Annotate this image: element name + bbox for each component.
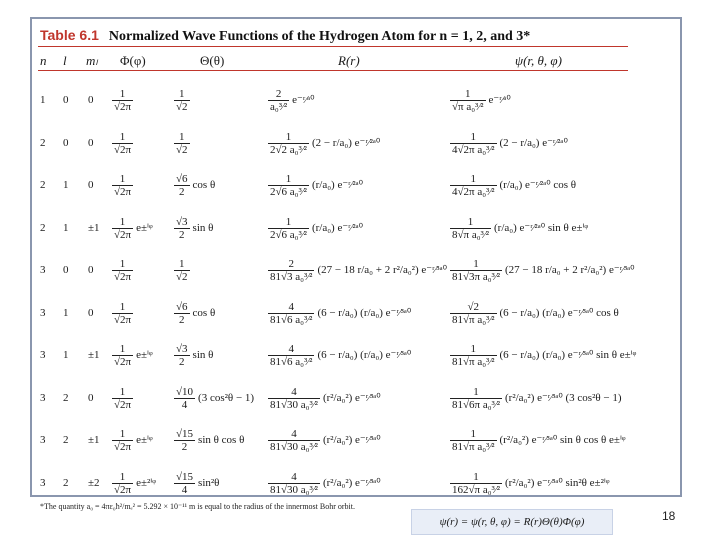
- cell-phi: [112, 301, 136, 326]
- cell-ml: 0: [88, 264, 94, 276]
- fraction-numerator: 1: [450, 471, 502, 484]
- fraction-denominator: 4: [181, 398, 188, 411]
- fraction-denominator: 81√30 a₀³⁄²: [270, 441, 318, 453]
- fraction: [450, 131, 497, 156]
- frame-right-rule: [680, 17, 682, 495]
- fraction-numerator: 1: [112, 216, 133, 229]
- fraction-denominator: 81√30 a₀³⁄²: [270, 398, 318, 411]
- fraction: [174, 173, 190, 198]
- fraction: [450, 428, 497, 453]
- fraction-numerator: √15: [176, 470, 194, 483]
- fraction: [112, 343, 133, 368]
- fraction-denominator: √2π: [114, 441, 132, 453]
- fraction-numerator: 1: [268, 216, 309, 229]
- fraction-denominator: √2π: [114, 483, 132, 496]
- fraction-denominator: 4√2π a₀³⁄²: [452, 143, 495, 156]
- cell-phi: [112, 258, 136, 283]
- factor-text: (6 − r/a₀) (r/a₀) e⁻ʳ⁄³ᵃ⁰: [317, 306, 412, 319]
- cell-r: [268, 386, 381, 411]
- fraction-numerator: 1: [112, 88, 133, 101]
- fraction: [268, 343, 314, 368]
- fraction: [112, 471, 133, 496]
- fraction: [450, 216, 491, 241]
- fraction: [268, 216, 309, 241]
- fraction-numerator: 1: [268, 131, 309, 144]
- equation-box: ψ(r) = ψ(r, θ, φ) = R(r)Θ(θ)Φ(φ): [411, 509, 613, 535]
- cell-phi: [112, 428, 153, 453]
- fraction: [450, 471, 502, 496]
- header-rule: [38, 70, 628, 71]
- fraction: [450, 173, 497, 198]
- cell-phi: [112, 386, 136, 411]
- frame-left-rule: [30, 17, 32, 495]
- fraction: [450, 343, 497, 368]
- cell-psi: [450, 131, 568, 156]
- cell-l: 1: [63, 179, 69, 191]
- fraction: [174, 216, 190, 241]
- fraction-denominator: 2√2 a₀³⁄²: [270, 143, 307, 156]
- fraction: [174, 471, 195, 496]
- fraction-denominator: √2π: [114, 313, 132, 326]
- fraction-numerator: 1: [174, 88, 190, 101]
- fraction: [268, 386, 320, 411]
- fraction-denominator: 2: [179, 228, 185, 241]
- cell-phi: [112, 131, 136, 156]
- cell-ml: ±1: [88, 434, 100, 446]
- fraction-numerator: 1: [450, 343, 497, 356]
- fraction-denominator: √2π: [114, 271, 132, 283]
- factor-text: (3 cos²θ − 1): [198, 391, 255, 404]
- factor-text: (6 − r/a₀) (r/a₀) e⁻ʳ⁄³ᵃ⁰ cos θ: [499, 306, 619, 319]
- cell-r: [268, 471, 381, 496]
- fraction: [268, 428, 320, 453]
- fraction-denominator: 8√π a₀³⁄²: [452, 228, 489, 241]
- fraction-denominator: 81√3 a₀³⁄²: [270, 271, 313, 283]
- cell-ml: 0: [88, 136, 94, 149]
- cell-n: 3: [40, 476, 46, 489]
- fraction-denominator: 2: [181, 441, 188, 453]
- header-ml: mₗ: [86, 53, 98, 68]
- fraction: [174, 343, 190, 368]
- cell-psi: [450, 471, 610, 496]
- fraction-denominator: √2: [176, 143, 188, 156]
- factor-text: e⁻ʳ⁄ᵃ⁰: [488, 94, 511, 107]
- cell-phi: [112, 173, 136, 198]
- fraction-numerator: 4: [268, 386, 320, 399]
- factor-text: (27 − 18 r/a₀ + 2 r²/a₀²) e⁻ʳ⁄³ᵃ⁰: [505, 264, 635, 277]
- fraction: [450, 258, 502, 283]
- cell-phi: [112, 471, 156, 496]
- fraction-numerator: 1: [112, 343, 133, 356]
- cell-ml: ±1: [88, 349, 100, 361]
- cell-r: [268, 173, 363, 198]
- fraction-numerator: 1: [450, 216, 491, 229]
- cell-l: 2: [63, 434, 69, 446]
- fraction-numerator: 2: [268, 258, 314, 271]
- cell-theta: [174, 258, 193, 283]
- fraction: [112, 428, 133, 453]
- header-n: n: [40, 53, 47, 68]
- cell-theta: [174, 343, 213, 368]
- factor-text: (r²/a₀²) e⁻ʳ⁄³ᵃ⁰: [322, 476, 381, 489]
- factor-text: (r/a₀) e⁻ʳ⁄²ᵃ⁰: [311, 221, 364, 234]
- fraction: [112, 216, 133, 241]
- header-theta: Θ(θ): [200, 53, 225, 68]
- fraction-denominator: √2π: [114, 356, 132, 368]
- fraction-denominator: 2: [179, 186, 185, 198]
- fraction-numerator: 1: [112, 258, 133, 271]
- fraction-numerator: √15: [176, 428, 194, 440]
- fraction: [112, 301, 133, 326]
- fraction: [112, 131, 133, 156]
- fraction: [450, 386, 502, 411]
- factor-text: (r²/a₀²) e⁻ʳ⁄³ᵃ⁰: [322, 391, 381, 404]
- fraction-numerator: 1: [112, 428, 133, 441]
- fraction-numerator: √2: [450, 301, 497, 314]
- header-psi: ψ(r, θ, φ): [515, 53, 562, 68]
- fraction-denominator: 81√6π a₀³⁄²: [452, 398, 500, 411]
- fraction-denominator: √2π: [114, 228, 132, 241]
- fraction-denominator: 4√2π a₀³⁄²: [452, 186, 495, 198]
- factor-text: (r/a₀) e⁻ʳ⁄²ᵃ⁰ sin θ e±ⁱᵠ: [494, 221, 589, 234]
- fraction-denominator: 81√6 a₀³⁄²: [270, 313, 313, 326]
- fraction-numerator: 4: [268, 343, 314, 356]
- cell-phi: [112, 88, 136, 113]
- title-rule: [38, 46, 628, 47]
- fraction: [268, 173, 309, 198]
- frame-top-rule: [30, 17, 680, 19]
- fraction-numerator: 1: [112, 131, 133, 144]
- fraction-denominator: a₀³⁄²: [270, 101, 288, 113]
- cell-l: 2: [63, 391, 69, 404]
- fraction: [268, 131, 309, 156]
- fraction-denominator: 162√π a₀³⁄²: [452, 483, 500, 496]
- fraction: [268, 471, 320, 496]
- factor-text: cos θ: [192, 179, 216, 192]
- cell-ml: ±2: [88, 476, 100, 489]
- fraction: [112, 258, 133, 283]
- table-title: [40, 27, 530, 45]
- header-phi: Φ(φ): [120, 53, 146, 68]
- cell-r: [268, 301, 411, 326]
- fraction-denominator: √2π: [114, 143, 132, 156]
- cell-psi: [450, 301, 619, 326]
- cell-psi: [450, 88, 511, 113]
- page-number: 18: [662, 509, 676, 523]
- cell-l: 0: [63, 136, 69, 149]
- factor-text: sin θ: [192, 221, 214, 234]
- fraction-numerator: 1: [450, 386, 502, 399]
- fraction-numerator: 1: [112, 301, 133, 314]
- fraction-numerator: 1: [450, 88, 486, 101]
- fraction-numerator: 1: [112, 386, 133, 399]
- cell-l: 0: [63, 264, 69, 276]
- fraction-numerator: 1: [112, 471, 133, 484]
- factor-text: (r/a₀) e⁻ʳ⁄²ᵃ⁰ cos θ: [499, 179, 577, 192]
- fraction: [112, 173, 133, 198]
- fraction-numerator: √3: [176, 215, 188, 228]
- factor-text: (6 − r/a₀) (r/a₀) e⁻ʳ⁄³ᵃ⁰ sin θ e±ⁱᵠ: [499, 349, 637, 362]
- cell-r: [268, 428, 381, 453]
- fraction-denominator: 81√π a₀³⁄²: [452, 441, 495, 453]
- factor-text: e±ⁱᵠ: [136, 221, 153, 234]
- factor-text: (27 − 18 r/a₀ + 2 r²/a₀²) e⁻ʳ⁄³ᵃ⁰: [317, 264, 448, 277]
- fraction-denominator: 81√π a₀³⁄²: [452, 313, 495, 326]
- fraction-numerator: √6: [176, 173, 188, 185]
- cell-r: [268, 88, 315, 113]
- cell-l: 1: [63, 349, 69, 361]
- cell-ml: ±1: [88, 221, 100, 234]
- fraction: [174, 131, 190, 156]
- header-r: R(r): [338, 53, 360, 68]
- fraction-numerator: 1: [450, 173, 497, 186]
- fraction-numerator: √3: [176, 343, 188, 355]
- fraction-numerator: 1: [268, 173, 309, 186]
- cell-theta: [174, 471, 219, 496]
- cell-l: 2: [63, 476, 69, 489]
- fraction-denominator: 2√6 a₀³⁄²: [270, 186, 307, 198]
- factor-text: (2 − r/a₀) e⁻ʳ⁄²ᵃ⁰: [499, 136, 568, 149]
- cell-phi: [112, 216, 153, 241]
- fraction: [268, 301, 314, 326]
- cell-ml: 0: [88, 179, 94, 191]
- cell-psi: [450, 386, 622, 411]
- cell-l: 1: [63, 221, 69, 234]
- cell-theta: [174, 131, 193, 156]
- cell-r: [268, 258, 447, 283]
- fraction: [450, 88, 486, 113]
- fraction-numerator: 1: [450, 131, 497, 144]
- factor-text: sin²θ: [198, 476, 220, 489]
- table-title-text: Normalized Wave Functions of the Hydrogen Atom for n = 1, 2, and 3*: [108, 29, 531, 44]
- cell-n: 2: [40, 179, 46, 191]
- fraction-numerator: 4: [268, 428, 320, 441]
- cell-n: 3: [40, 264, 46, 276]
- factor-text: (r²/a₀²) e⁻ʳ⁄³ᵃ⁰ (3 cos²θ − 1): [505, 391, 622, 404]
- fraction: [174, 258, 190, 283]
- factor-text: cos θ: [192, 306, 216, 319]
- fraction-numerator: 1: [450, 258, 502, 271]
- fraction-numerator: √6: [176, 300, 188, 313]
- cell-theta: [174, 173, 215, 198]
- factor-text: (r²/a₀²) e⁻ʳ⁄³ᵃ⁰ sin θ cos θ e±ⁱᵠ: [499, 434, 626, 447]
- cell-psi: [450, 216, 588, 241]
- fraction-numerator: 1: [174, 258, 190, 271]
- cell-theta: [174, 88, 193, 113]
- cell-psi: [450, 428, 626, 453]
- fraction: [174, 88, 190, 113]
- cell-n: 2: [40, 221, 46, 234]
- fraction-denominator: 81√3π a₀³⁄²: [452, 271, 500, 283]
- fraction: [268, 88, 289, 113]
- cell-r: [268, 343, 411, 368]
- cell-theta: [174, 428, 244, 453]
- fraction: [450, 301, 497, 326]
- factor-text: (2 − r/a₀) e⁻ʳ⁄²ᵃ⁰: [311, 136, 381, 149]
- cell-psi: [450, 343, 636, 368]
- fraction-numerator: 1: [450, 428, 497, 441]
- cell-r: [268, 131, 380, 156]
- fraction: [174, 386, 195, 411]
- cell-n: 2: [40, 136, 46, 149]
- fraction: [112, 386, 133, 411]
- factor-text: e±²ⁱᵠ: [136, 476, 156, 489]
- cell-ml: 0: [88, 94, 94, 106]
- fraction: [112, 88, 133, 113]
- fraction-numerator: 4: [268, 301, 314, 314]
- fraction-denominator: 81√π a₀³⁄²: [452, 356, 495, 368]
- factor-text: (6 − r/a₀) (r/a₀) e⁻ʳ⁄³ᵃ⁰: [317, 349, 412, 362]
- cell-psi: [450, 258, 635, 283]
- factor-text: e±ⁱᵠ: [136, 349, 153, 362]
- fraction-denominator: √2: [176, 101, 188, 113]
- cell-n: 3: [40, 391, 46, 404]
- factor-text: (r/a₀) e⁻ʳ⁄²ᵃ⁰: [311, 179, 364, 192]
- cell-theta: [174, 301, 215, 326]
- fraction: [174, 428, 195, 453]
- fraction-denominator: 81√6 a₀³⁄²: [270, 356, 313, 368]
- footnote: *The quantity a₀ = 4πε₀ħ²/mₑ² = 5.292 × 10⁻¹¹ m is equal to the radius of the innermost Bohr orbit.: [40, 502, 356, 511]
- fraction-denominator: 2: [179, 356, 185, 368]
- cell-psi: [450, 173, 576, 198]
- factor-text: (r²/a₀²) e⁻ʳ⁄³ᵃ⁰ sin²θ e±²ⁱᵠ: [505, 476, 610, 489]
- fraction-denominator: √π a₀³⁄²: [452, 101, 484, 113]
- cell-theta: [174, 386, 254, 411]
- cell-n: 3: [40, 349, 46, 361]
- cell-n: 1: [40, 94, 46, 106]
- fraction-numerator: 1: [112, 173, 133, 186]
- fraction-denominator: 81√30 a₀³⁄²: [270, 483, 318, 496]
- table-label: Table 6.1: [40, 27, 99, 43]
- fraction-numerator: 4: [268, 471, 320, 484]
- header-l: l: [63, 53, 67, 68]
- cell-l: 0: [63, 94, 69, 106]
- factor-text: sin θ cos θ: [198, 434, 245, 447]
- fraction-numerator: 2: [268, 88, 289, 101]
- cell-phi: [112, 343, 153, 368]
- fraction-denominator: 4: [181, 483, 188, 496]
- fraction-denominator: √2π: [114, 398, 132, 411]
- cell-r: [268, 216, 363, 241]
- cell-l: 1: [63, 306, 69, 319]
- fraction-denominator: 2: [179, 313, 185, 326]
- factor-text: e±ⁱᵠ: [136, 434, 153, 447]
- fraction-denominator: 2√6 a₀³⁄²: [270, 228, 307, 241]
- cell-theta: [174, 216, 213, 241]
- fraction-numerator: √10: [176, 385, 194, 398]
- fraction-numerator: 1: [174, 131, 190, 144]
- fraction: [268, 258, 314, 283]
- fraction: [174, 301, 190, 326]
- fraction-denominator: √2π: [114, 101, 132, 113]
- cell-n: 3: [40, 434, 46, 446]
- fraction-denominator: √2: [176, 271, 188, 283]
- fraction-denominator: √2π: [114, 186, 132, 198]
- cell-ml: 0: [88, 391, 94, 404]
- cell-ml: 0: [88, 306, 94, 319]
- cell-n: 3: [40, 306, 46, 319]
- factor-text: sin θ: [192, 349, 214, 362]
- factor-text: e⁻ʳ⁄ᵃ⁰: [292, 94, 315, 107]
- factor-text: (r²/a₀²) e⁻ʳ⁄³ᵃ⁰: [322, 434, 381, 447]
